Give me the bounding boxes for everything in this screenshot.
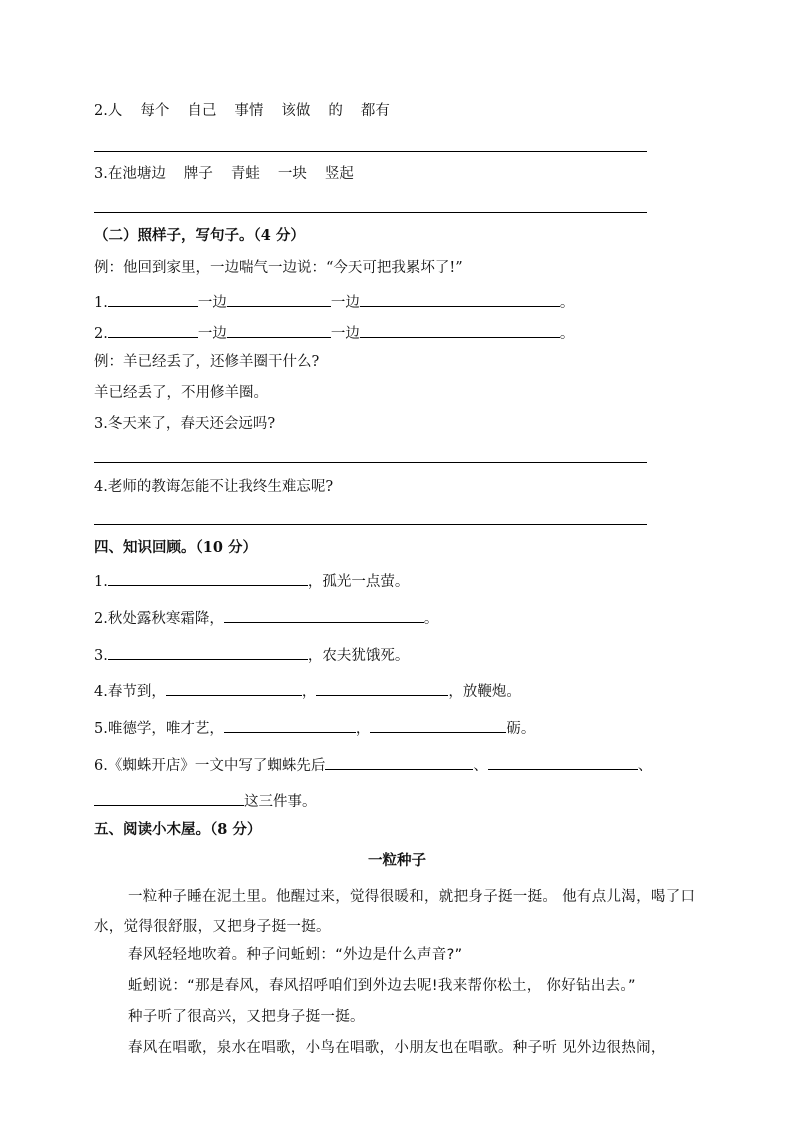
text: 一边 [197, 326, 227, 342]
word: 青蛙 [230, 166, 260, 182]
text: ， [355, 721, 371, 737]
item-3: 3.冬天来了，春天还会远吗? [94, 416, 276, 432]
question-2-words [94, 101, 408, 121]
passage-paragraph: 蚯蚓说：“那是春风，春风招呼咱们到外边去呢!我来帮你松土， 你好钻出去。” [128, 978, 636, 994]
text: ，农夫犹饿死。 [307, 648, 410, 664]
text: 一边 [197, 295, 227, 311]
blank[interactable] [166, 679, 302, 696]
example-sentence: 例：他回到家里，一边喘气一边说：“今天可把我累坏了!” [94, 260, 463, 276]
item-number: 2. [94, 326, 108, 342]
word: 该做 [281, 103, 311, 119]
word: 牌子 [183, 166, 213, 182]
answer-line[interactable] [94, 212, 647, 213]
word: 每个 [140, 103, 170, 119]
item-4: 4.老师的教诲怎能不让我终生难忘呢? [94, 479, 334, 495]
text: 一边 [330, 326, 360, 342]
text: 。 [559, 326, 575, 342]
example-question: 例：羊已经丢了，还修羊圈干什么? [94, 354, 320, 370]
blank[interactable] [227, 321, 331, 338]
word: 事情 [234, 103, 264, 119]
word: 竖起 [324, 166, 354, 182]
section-heading: （二）照样子，写句子。（4 分） [94, 227, 305, 244]
answer-line[interactable] [94, 524, 647, 525]
word: 都有 [360, 103, 390, 119]
answer-line[interactable] [94, 151, 647, 152]
word: 的 [328, 103, 343, 119]
recall-item-4 [94, 679, 521, 702]
blank[interactable] [108, 290, 198, 307]
text: 砺。 [506, 721, 536, 737]
blank[interactable] [325, 753, 473, 770]
blank[interactable] [370, 716, 506, 733]
passage-paragraph: 一粒种子睡在泥土里。他醒过来，觉得很暖和，就把身子挺一挺。 他有点儿渴，喝了口水，觉得很舒服，又把身子挺一挺。 [94, 889, 696, 935]
item-number: 1. [94, 574, 108, 590]
blank[interactable] [108, 643, 308, 660]
text: 一边 [330, 295, 360, 311]
blank[interactable] [224, 716, 356, 733]
recall-item-1 [94, 569, 409, 592]
blank[interactable] [360, 321, 560, 338]
text: 。 [423, 611, 439, 627]
recall-item-2 [94, 606, 438, 629]
item-number: 1. [94, 295, 108, 311]
section-heading: 五、阅读小木屋。（8 分） [94, 821, 262, 838]
blank[interactable] [488, 753, 638, 770]
blank[interactable] [316, 679, 448, 696]
text: 5.唯德学，唯才艺， [94, 721, 224, 737]
text: 、 [473, 758, 488, 774]
passage-paragraph: 种子听了很高兴，又把身子挺一挺。 [128, 1009, 365, 1025]
word: 在池塘边 [107, 166, 166, 182]
text: 4.春节到， [94, 684, 166, 700]
blank[interactable] [224, 606, 424, 623]
answer-line[interactable] [94, 462, 647, 463]
text: 。 [559, 295, 575, 311]
word: 人 [107, 103, 123, 119]
blank[interactable] [227, 290, 331, 307]
question-3-words [94, 164, 372, 184]
section-heading: 四、知识回顾。（10 分） [94, 539, 257, 556]
text: ， [301, 684, 317, 700]
text: 这三件事。 [244, 794, 317, 810]
passage-title: 一粒种子 [368, 852, 426, 869]
passage-paragraph: 春风轻轻地吹着。种子问蚯蚓：“外边是什么声音?” [128, 947, 463, 963]
question-number: 2. [94, 103, 108, 119]
fill-item-2 [94, 321, 574, 344]
passage-paragraph: 春风在唱歌，泉水在唱歌，小鸟在唱歌，小朋友也在唱歌。种子听 见外边很热闹， [128, 1040, 666, 1056]
text: ，放鞭炮。 [448, 684, 521, 700]
blank[interactable] [108, 321, 198, 338]
text: 6.《蜘蛛开店》一文中写了蜘蛛先后 [94, 758, 326, 774]
recall-item-5 [94, 716, 535, 739]
blank[interactable] [108, 569, 308, 586]
text: 2.秋处露秋寒霜降， [94, 611, 224, 627]
question-number: 3. [94, 166, 108, 182]
fill-item-1 [94, 290, 574, 313]
example-answer: 羊已经丢了，不用修羊圈。 [94, 385, 268, 401]
recall-item-6 [94, 753, 652, 776]
item-number: 3. [94, 648, 108, 664]
text: ，孤光一点萤。 [307, 574, 410, 590]
blank[interactable] [94, 789, 244, 806]
recall-item-6-cont [94, 789, 317, 812]
blank[interactable] [360, 290, 560, 307]
text: 、 [637, 758, 653, 774]
word: 自己 [187, 103, 217, 119]
recall-item-3 [94, 643, 409, 666]
word: 一块 [277, 166, 307, 182]
